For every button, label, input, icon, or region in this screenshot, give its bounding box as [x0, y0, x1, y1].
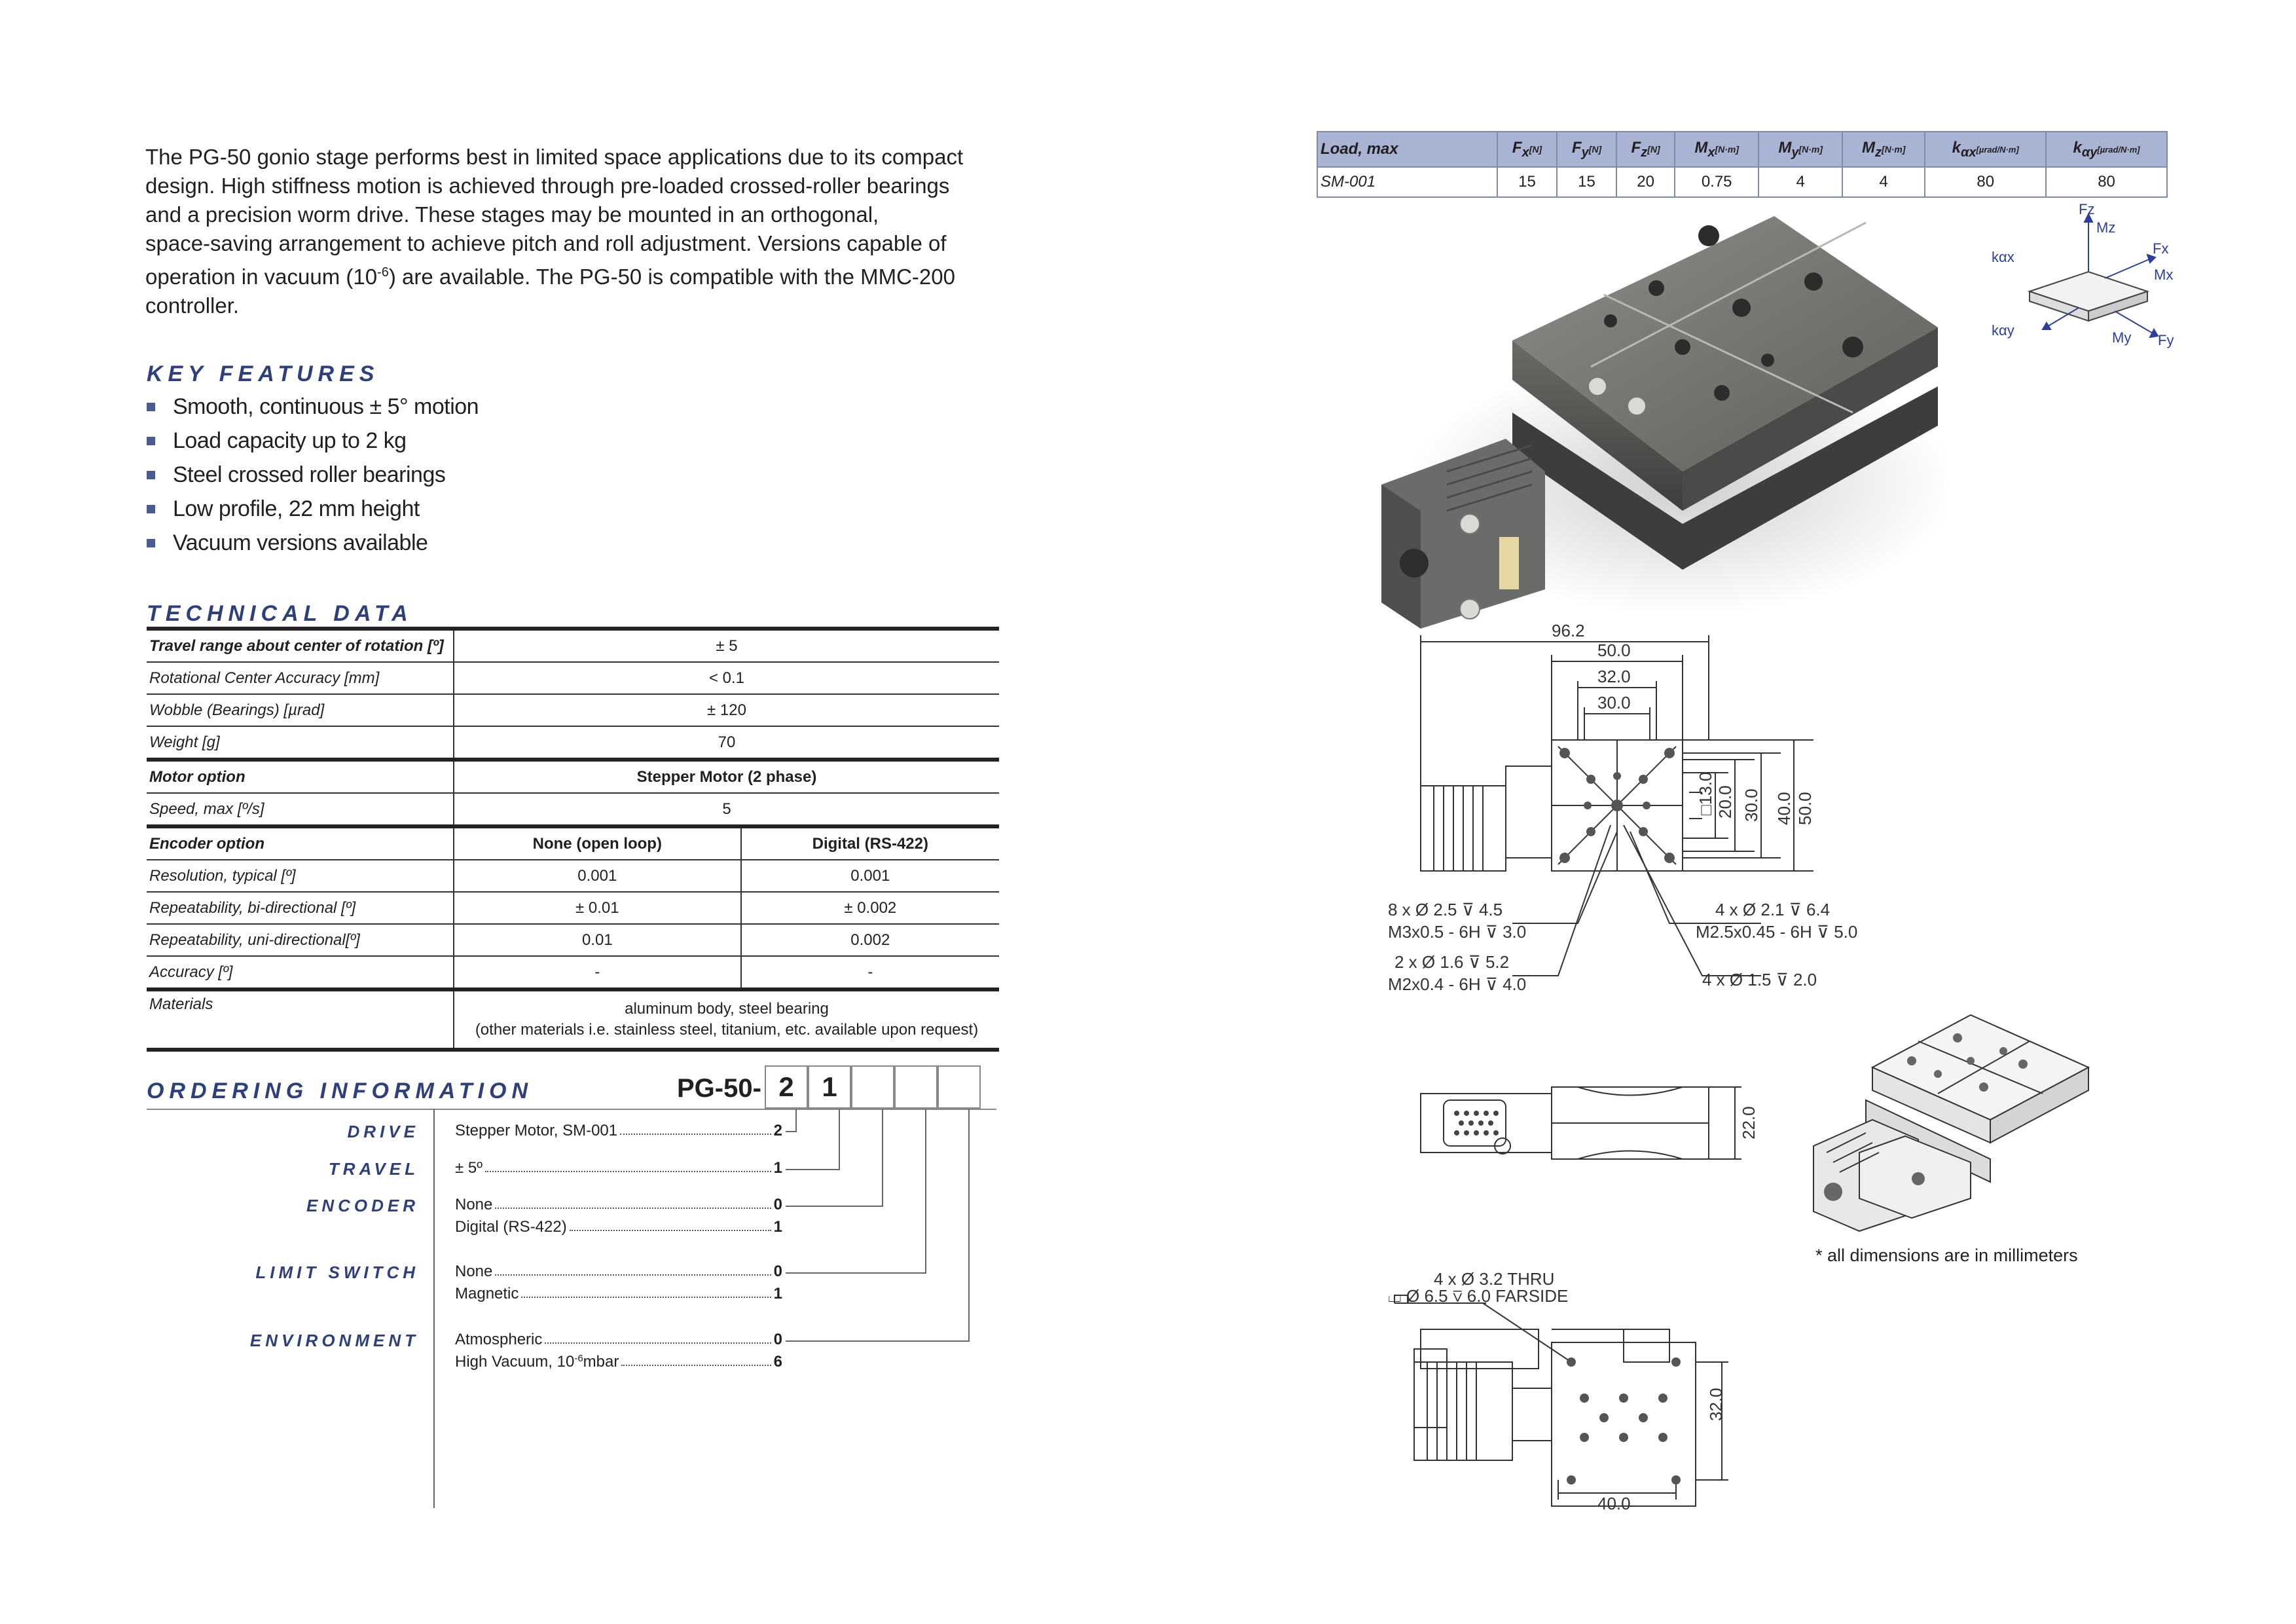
ordering-label-drive: DRIVE: [347, 1122, 419, 1141]
table-row: Wobble (Bearings) [µrad] ± 120: [147, 694, 999, 726]
table-row: Accuracy [º] - -: [147, 956, 999, 989]
svg-text:8 x Ø 2.5 ⊽ 4.5: 8 x Ø 2.5 ⊽ 4.5: [1388, 900, 1503, 919]
svg-text:□13.0: □13.0: [1696, 771, 1715, 815]
svg-text:40.0: 40.0: [1774, 792, 1794, 825]
intro-paragraph: The PG-50 gonio stage performs best in limited space applications due to its compact design. High stiffness motion is achieved through pre-loaded crossed-roller bearings and a precision worm drive. These stages may be mounted in an orthogonal, space-saving arrangement to achieve pitch and roll adjustment. Versions capable of operation in vacuum $(10^{-6})$ are available. The PG-50 is compatible with the MMC-200 controller.: [145, 145, 964, 318]
dimensions-footnote: * all dimensions are in millimeters: [1815, 1246, 2078, 1265]
table-row: Rotational Center Accuracy [mm] < 0.1: [147, 662, 999, 694]
table-row: SM-001 15 15 20 0.75 4 4 80 80: [1317, 167, 2167, 197]
svg-text:⌴ Ø 6.5 ⊽ 6.0 FARSIDE: ⌴ Ø 6.5 ⊽ 6.0 FARSIDE: [1388, 1286, 1569, 1306]
table-row: Travel range about center of rotation [º] ± 5: [147, 631, 999, 662]
table-row: Weight [g] 70: [147, 726, 999, 760]
ordering-label-environment: ENVIRONMENT: [249, 1331, 419, 1350]
ordering-heading: ORDERING INFORMATION: [147, 1079, 534, 1103]
svg-text:kαx: kαx: [1992, 249, 2014, 265]
table-row: Repeatability, bi-directional [º] ± 0.01 ± 0.002: [147, 892, 999, 924]
ordering-option: Digital (RS-422) 1: [455, 1218, 782, 1236]
order-code-prefix: PG-50-: [677, 1074, 761, 1103]
top-view-drawing: [1362, 622, 1899, 1002]
order-code-limit: [894, 1065, 938, 1109]
svg-text:4 x Ø 2.1 ⊽ 6.4: 4 x Ø 2.1 ⊽ 6.4: [1715, 900, 1831, 919]
load-table: [1317, 131, 2168, 198]
table-row: Resolution, typical [º] 0.001 0.001: [147, 860, 999, 892]
ordering-option: None 0: [455, 1263, 782, 1280]
ordering-option: ± 5º 1: [455, 1159, 782, 1177]
svg-text:20.0: 20.0: [1715, 785, 1735, 819]
svg-text:30.0: 30.0: [1597, 693, 1631, 712]
list-item: Vacuum versions available: [145, 526, 479, 560]
ordering-label-limit-switch: LIMIT SWITCH: [255, 1263, 419, 1282]
svg-text:Fy: Fy: [2158, 332, 2174, 348]
product-render-image: [1316, 196, 1944, 629]
svg-text:Fz: Fz: [2079, 201, 2095, 217]
table-row: Motor option Stepper Motor (2 phase): [147, 760, 999, 793]
table-row: Load, max $F_x[N]$ $F_y[N]$ $F_z[N]$ $M_x[N\cdot m]$ $M_y[N\cdot m]$ $M_z[N\cdot m]$ $k_{\alpha x}[\mu rad/N\cdot m]$ $k_{\alpha y}[\mu rad/N\cdot m]$: [1317, 132, 2167, 167]
svg-text:4 x Ø 3.2 THRU: 4 x Ø 3.2 THRU: [1434, 1269, 1555, 1289]
ordering-label-travel: TRAVEL: [328, 1159, 419, 1179]
svg-text:M2x0.4 - 6H ⊽ 4.0: M2x0.4 - 6H ⊽ 4.0: [1388, 974, 1527, 994]
svg-text:2 x Ø 1.6 ⊽ 5.2: 2 x Ø 1.6 ⊽ 5.2: [1394, 952, 1510, 972]
svg-text:96.2: 96.2: [1552, 622, 1585, 640]
svg-text:My: My: [2112, 329, 2132, 346]
order-code-boxes: [765, 1065, 981, 1109]
technical-data-heading: TECHNICAL DATA: [147, 601, 413, 626]
svg-text:Mx: Mx: [2154, 267, 2174, 283]
order-code-encoder: [851, 1065, 894, 1109]
list-item: Low profile, 22 mm height: [145, 492, 479, 526]
technical-data-table: [147, 631, 999, 1052]
ordering-option: Atmospheric 0: [455, 1331, 782, 1348]
ordering-label-encoder: ENCODER: [306, 1196, 419, 1215]
svg-text:Fx: Fx: [2153, 240, 2169, 257]
table-row: Speed, max [º/s] 5: [147, 793, 999, 826]
svg-text:Mz: Mz: [2096, 219, 2116, 236]
list-item: Steel crossed roller bearings: [145, 458, 479, 492]
bottom-view-drawing: [1375, 1264, 1781, 1513]
svg-text:kαy: kαy: [1992, 322, 2014, 339]
order-code-drive: 2: [765, 1065, 808, 1109]
svg-text:22.0: 22.0: [1739, 1106, 1758, 1139]
svg-text:M3x0.5 - 6H ⊽ 3.0: M3x0.5 - 6H ⊽ 3.0: [1388, 922, 1527, 942]
svg-text:40.0: 40.0: [1597, 1494, 1631, 1513]
svg-text:50.0: 50.0: [1795, 792, 1815, 825]
isometric-render-drawing: [1807, 1002, 2095, 1238]
ordering-option: Magnetic 1: [455, 1285, 782, 1302]
key-features-heading: KEY FEATURES: [147, 361, 380, 386]
order-code-environment: [938, 1065, 981, 1109]
ordering-option: High Vacuum, 10 -6 mbar 6: [455, 1353, 782, 1371]
ordering-option: Stepper Motor, SM-001 2: [455, 1122, 782, 1139]
svg-text:32.0: 32.0: [1597, 667, 1631, 686]
key-features-list: [145, 390, 479, 560]
axis-diagram: [1990, 200, 2187, 357]
list-item: Smooth, continuous ± 5° motion: [145, 390, 479, 424]
order-code-travel: 1: [808, 1065, 851, 1109]
ordering-option: None 0: [455, 1196, 782, 1213]
table-row: Materials aluminum body, steel bearing (other materials i.e. stainless steel, titanium, etc. available upon request): [147, 989, 999, 1050]
table-row: Encoder option None (open loop) Digital (RS-422): [147, 826, 999, 860]
svg-text:M2.5x0.45 - 6H ⊽ 5.0: M2.5x0.45 - 6H ⊽ 5.0: [1696, 922, 1858, 942]
svg-text:32.0: 32.0: [1706, 1388, 1726, 1421]
ordering-connectors: [773, 1107, 995, 1349]
svg-text:50.0: 50.0: [1597, 640, 1631, 660]
side-view-drawing: [1414, 1074, 1768, 1172]
ordering-divider: [433, 1109, 435, 1508]
svg-text:4 x Ø 1.5 ⊽ 2.0: 4 x Ø 1.5 ⊽ 2.0: [1702, 970, 1817, 989]
svg-text:30.0: 30.0: [1741, 788, 1761, 822]
table-row: Repeatability, uni-directional[º] 0.01 0.002: [147, 924, 999, 956]
list-item: Load capacity up to 2 kg: [145, 424, 479, 458]
